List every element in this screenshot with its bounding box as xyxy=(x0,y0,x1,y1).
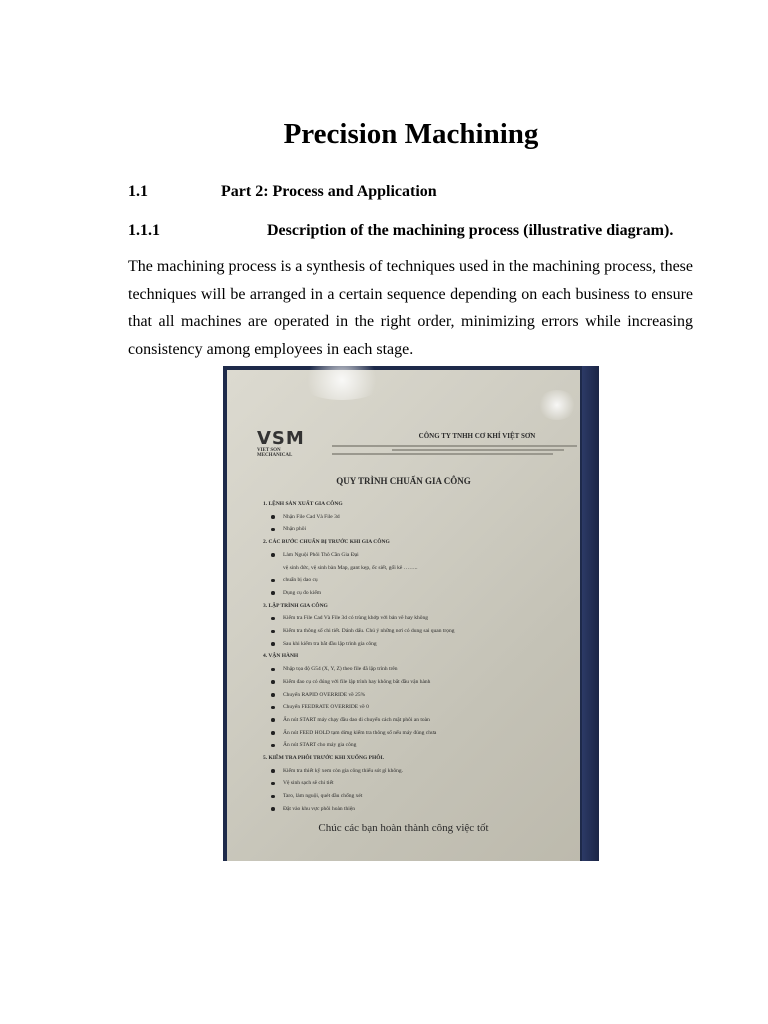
posted-notice xyxy=(227,370,580,861)
procedure-step: Nhận File Cad Và File 3d xyxy=(263,511,573,524)
subsection-number: 1.1.1 xyxy=(128,222,160,239)
procedure-step: Chuyển FEEDRATE OVERRIDE về 0 xyxy=(263,701,573,714)
procedure-step: Làm Nguội Phôi Thô Cần Gia Đại xyxy=(263,549,573,562)
procedure-step: Ấn nút START cho máy gia công xyxy=(263,739,573,752)
section-number: 1.1 xyxy=(128,183,148,200)
procedure-step: Ấn nút FEED HOLD tạm dừng kiểm tra thông số nếu máy đúng chưa xyxy=(263,727,573,740)
procedure-section-heading: 3. LẬP TRÌNH GIA CÔNG xyxy=(263,602,328,609)
body-paragraph: The machining process is a synthesis of techniques used in the machining process, these techniques will be arranged in a certain sequence depending on each business to ensure that all machines are operated in the right order, minimizing errors while increasing consistency among employees in each stage. xyxy=(128,258,693,358)
procedure-step: Chuyển RAPID OVERRIDE về 25% xyxy=(263,689,573,702)
procedure-step: Kiểm đao cụ có đúng với file lập trình hay không bắt đầu vận hành xyxy=(263,676,573,689)
frame-edge xyxy=(582,366,599,861)
company-name: CÔNG TY TNHH CƠ KHÍ VIỆT SƠN xyxy=(418,432,536,440)
illustrative-photo xyxy=(223,366,599,861)
procedure-step: Kiểm tra thông số chi tiết. Dánh dấu. Chú ý những nơi có dung sai quan trọng xyxy=(263,625,573,638)
logo-subtitle: VIET SON MECHANICAL xyxy=(257,448,293,458)
procedure-step: chuẩn bị dao cụ xyxy=(263,574,573,587)
procedure-list xyxy=(263,498,573,816)
poster-title: QUY TRÌNH CHUẨN GIA CÔNG xyxy=(336,476,471,486)
closing-message: Chúc các bạn hoàn thành công việc tốt xyxy=(318,822,489,834)
procedure-step: Nhập tọa độ G54 (X, Y, Z) theo file đã lập trình trên xyxy=(263,663,573,676)
procedure-step: Nhận phôi xyxy=(263,523,573,536)
section-title: Part 2: Process and Application xyxy=(221,183,437,200)
procedure-section-heading: 4. VẬN HÀNH xyxy=(263,653,299,660)
procedure-section-heading: 1. LỆNH SẢN XUẤT GIA CÔNG xyxy=(263,501,343,507)
procedure-step: vệ sinh đức, vệ sinh bàn Map, gant kẹp, ốc siết, gối kê …….. xyxy=(283,564,418,571)
procedure-step: Kiểm tra File Cad Và File 3d có trùng khớp với bản vẽ hay không xyxy=(263,612,573,625)
procedure-section-heading: 5. KIỂM TRA PHÔI TRƯỚC KHI XUỐNG PHÔI. xyxy=(263,755,385,762)
logo-mark: VSM xyxy=(257,428,305,449)
procedure-step: Sau khi kiểm tra bắt đầu lập trình gia công xyxy=(263,638,573,651)
company-logo xyxy=(257,430,317,458)
page-title: Precision Machining xyxy=(283,118,539,150)
procedure-step: Vệ sinh sạch sẽ chi tiết xyxy=(263,777,573,790)
procedure-step: Ấn nút START máy chạy đầu dao di chuyển cách mặt phôi an toàn xyxy=(263,714,573,727)
procedure-step: Đặt vào khu vực phôi hoàn thiện xyxy=(263,803,573,816)
procedure-section-heading: 2. CÁC BƯỚC CHUẨN BỊ TRƯỚC KHI GIA CÔNG xyxy=(263,539,390,546)
subsection-title: Description of the machining process (illustrative diagram). xyxy=(267,222,674,239)
procedure-step: Kiểm tra thiết kỹ xem còn gia công thiếu sót gì không. xyxy=(263,765,573,778)
subsection-heading xyxy=(128,222,693,240)
light-glare xyxy=(537,390,577,420)
procedure-step: Dụng cụ đo kiểm xyxy=(263,587,573,600)
procedure-step: Taro, làm nguội, quét dầu chống xét xyxy=(263,790,573,803)
light-glare xyxy=(297,366,387,400)
company-address-blurred xyxy=(332,443,577,457)
section-heading xyxy=(128,183,693,201)
